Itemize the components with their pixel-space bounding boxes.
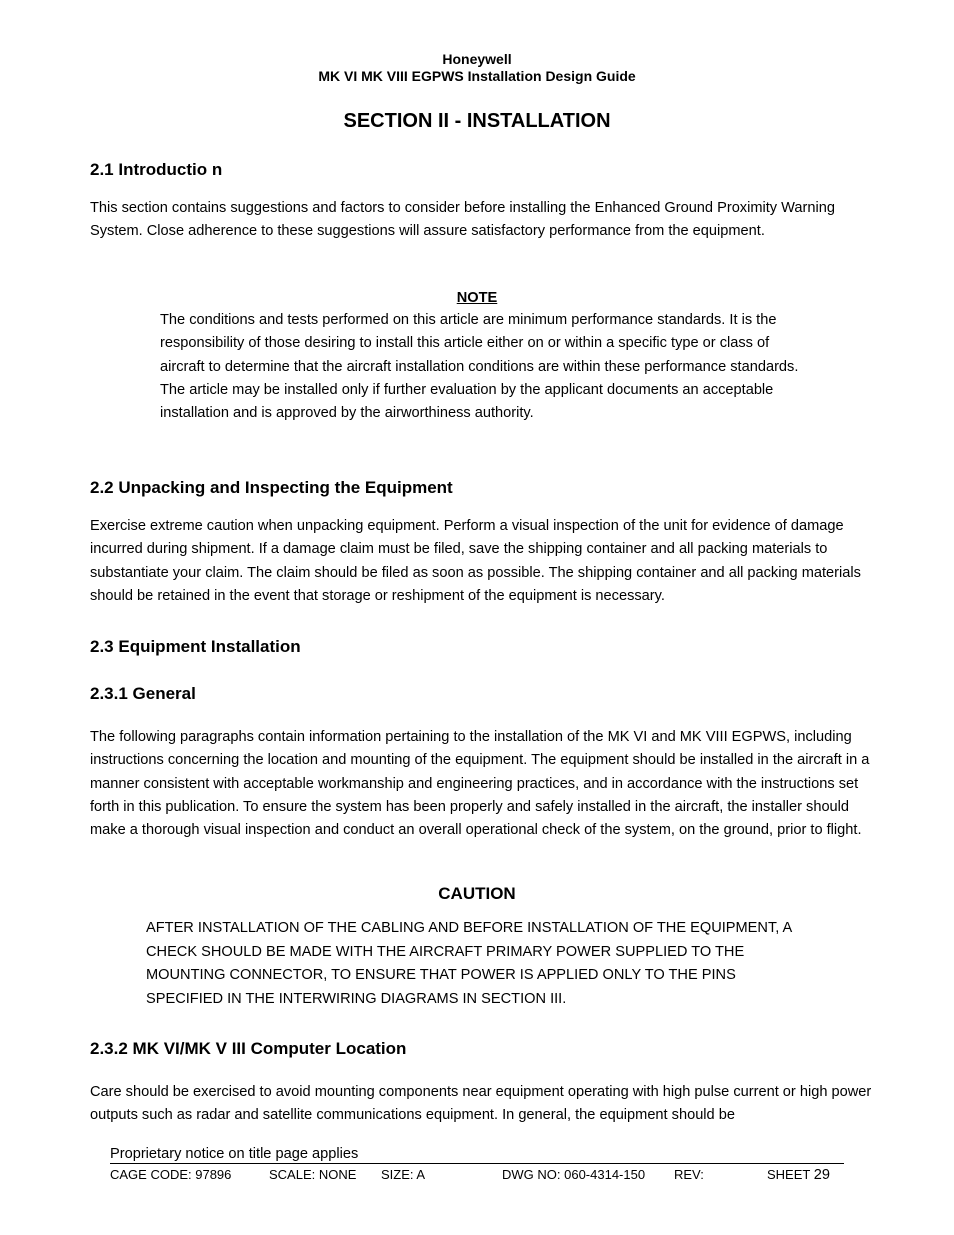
proprietary-notice: Proprietary notice on title page applies bbox=[110, 1146, 359, 1162]
footer-divider bbox=[110, 1163, 844, 1164]
paragraph-unpacking: Exercise extreme caution when unpacking equipment. Perform a visual inspection of the unit for evidence of damage incurred during shipment. If a damage claim must be filed, save the shipping container and all packing materials to substantiate your claim. The claim should be filed as soon as possible. The shipping container and all packing materials should be retained in the event that storage or reshipment of the equipment is necessary. bbox=[90, 518, 861, 604]
footer-scale: SCALE: NONE bbox=[269, 1167, 357, 1182]
heading-unpacking: 2.2 Unpacking and Inspecting the Equipment bbox=[90, 478, 453, 497]
heading-computer-location: 2.3.2 MK VI/MK V III Computer Location bbox=[90, 1039, 407, 1058]
footer-cage-code: CAGE CODE: 97896 bbox=[110, 1167, 232, 1182]
header-company: Honeywell bbox=[442, 51, 512, 67]
note-body: The conditions and tests performed on this article are minimum performance standards. It is the responsibility of those desiring to install this article either on or within a specific type or class of aircraft to determine that the aircraft installation conditions are within these performance standards. The article may be installed only if further evaluation by the applicant documents an acceptable installation and is approved by the airworthiness authority. bbox=[160, 312, 799, 422]
caution-heading: CAUTION bbox=[438, 884, 516, 903]
paragraph-general: The following paragraphs contain information pertaining to the installation of the MK VI and MK VIII EGPWS, including instructions concerning the location and mounting of the equipment. The equipment should be installed in the aircraft in a manner consistent with acceptable workmanship and engineering practices, and in accordance with the instructions set forth in this publication. To ensure the system has been properly and safely installed in the aircraft, the installer should make a thorough visual inspection and conduct an overall operational check of the system, on the ground, prior to flight. bbox=[90, 729, 870, 839]
footer-revision: REV: bbox=[674, 1167, 704, 1182]
footer-drawing-number: DWG NO: 060-4314-150 bbox=[502, 1167, 646, 1182]
paragraph-computer-location: Care should be exercised to avoid mounting components near equipment operating with high pulse current or high power outputs such as radar and satellite communications equipment. In general, the equipment should be bbox=[90, 1084, 872, 1124]
header-title: MK VI MK VIII EGPWS Installation Design Guide bbox=[318, 68, 636, 84]
section-title: SECTION II - INSTALLATION bbox=[343, 110, 611, 132]
footer-sheet-label: SHEET bbox=[767, 1167, 811, 1182]
heading-equipment-installation: 2.3 Equipment Installation bbox=[90, 637, 301, 656]
note-heading: NOTE bbox=[456, 290, 498, 306]
footer-sheet-number: 29 bbox=[813, 1167, 830, 1183]
footer-size: SIZE: A bbox=[381, 1167, 426, 1182]
heading-introduction: 2.1 Introductio n bbox=[90, 160, 223, 179]
footer-sheet bbox=[767, 1167, 830, 1183]
caution-body: AFTER INSTALLATION OF THE CABLING AND BEFORE INSTALLATION OF THE EQUIPMENT, A CHECK SHOULD BE MADE WITH THE AIRCRAFT PRIMARY POWER SUPPLIED TO THE MOUNTING CONNECTOR, TO ENSURE THAT POWER IS APPLIED ONLY TO THE PINS SPECIFIED IN THE INTERWIRING DIAGRAMS IN SECTION III. bbox=[146, 920, 792, 1007]
paragraph-introduction: This section contains suggestions and factors to consider before installing the Enhanced Ground Proximity Warning System. Close adherence to these suggestions will assure satisfactory performance from the equipment. bbox=[90, 200, 835, 240]
heading-general: 2.3.1 General bbox=[90, 684, 196, 703]
